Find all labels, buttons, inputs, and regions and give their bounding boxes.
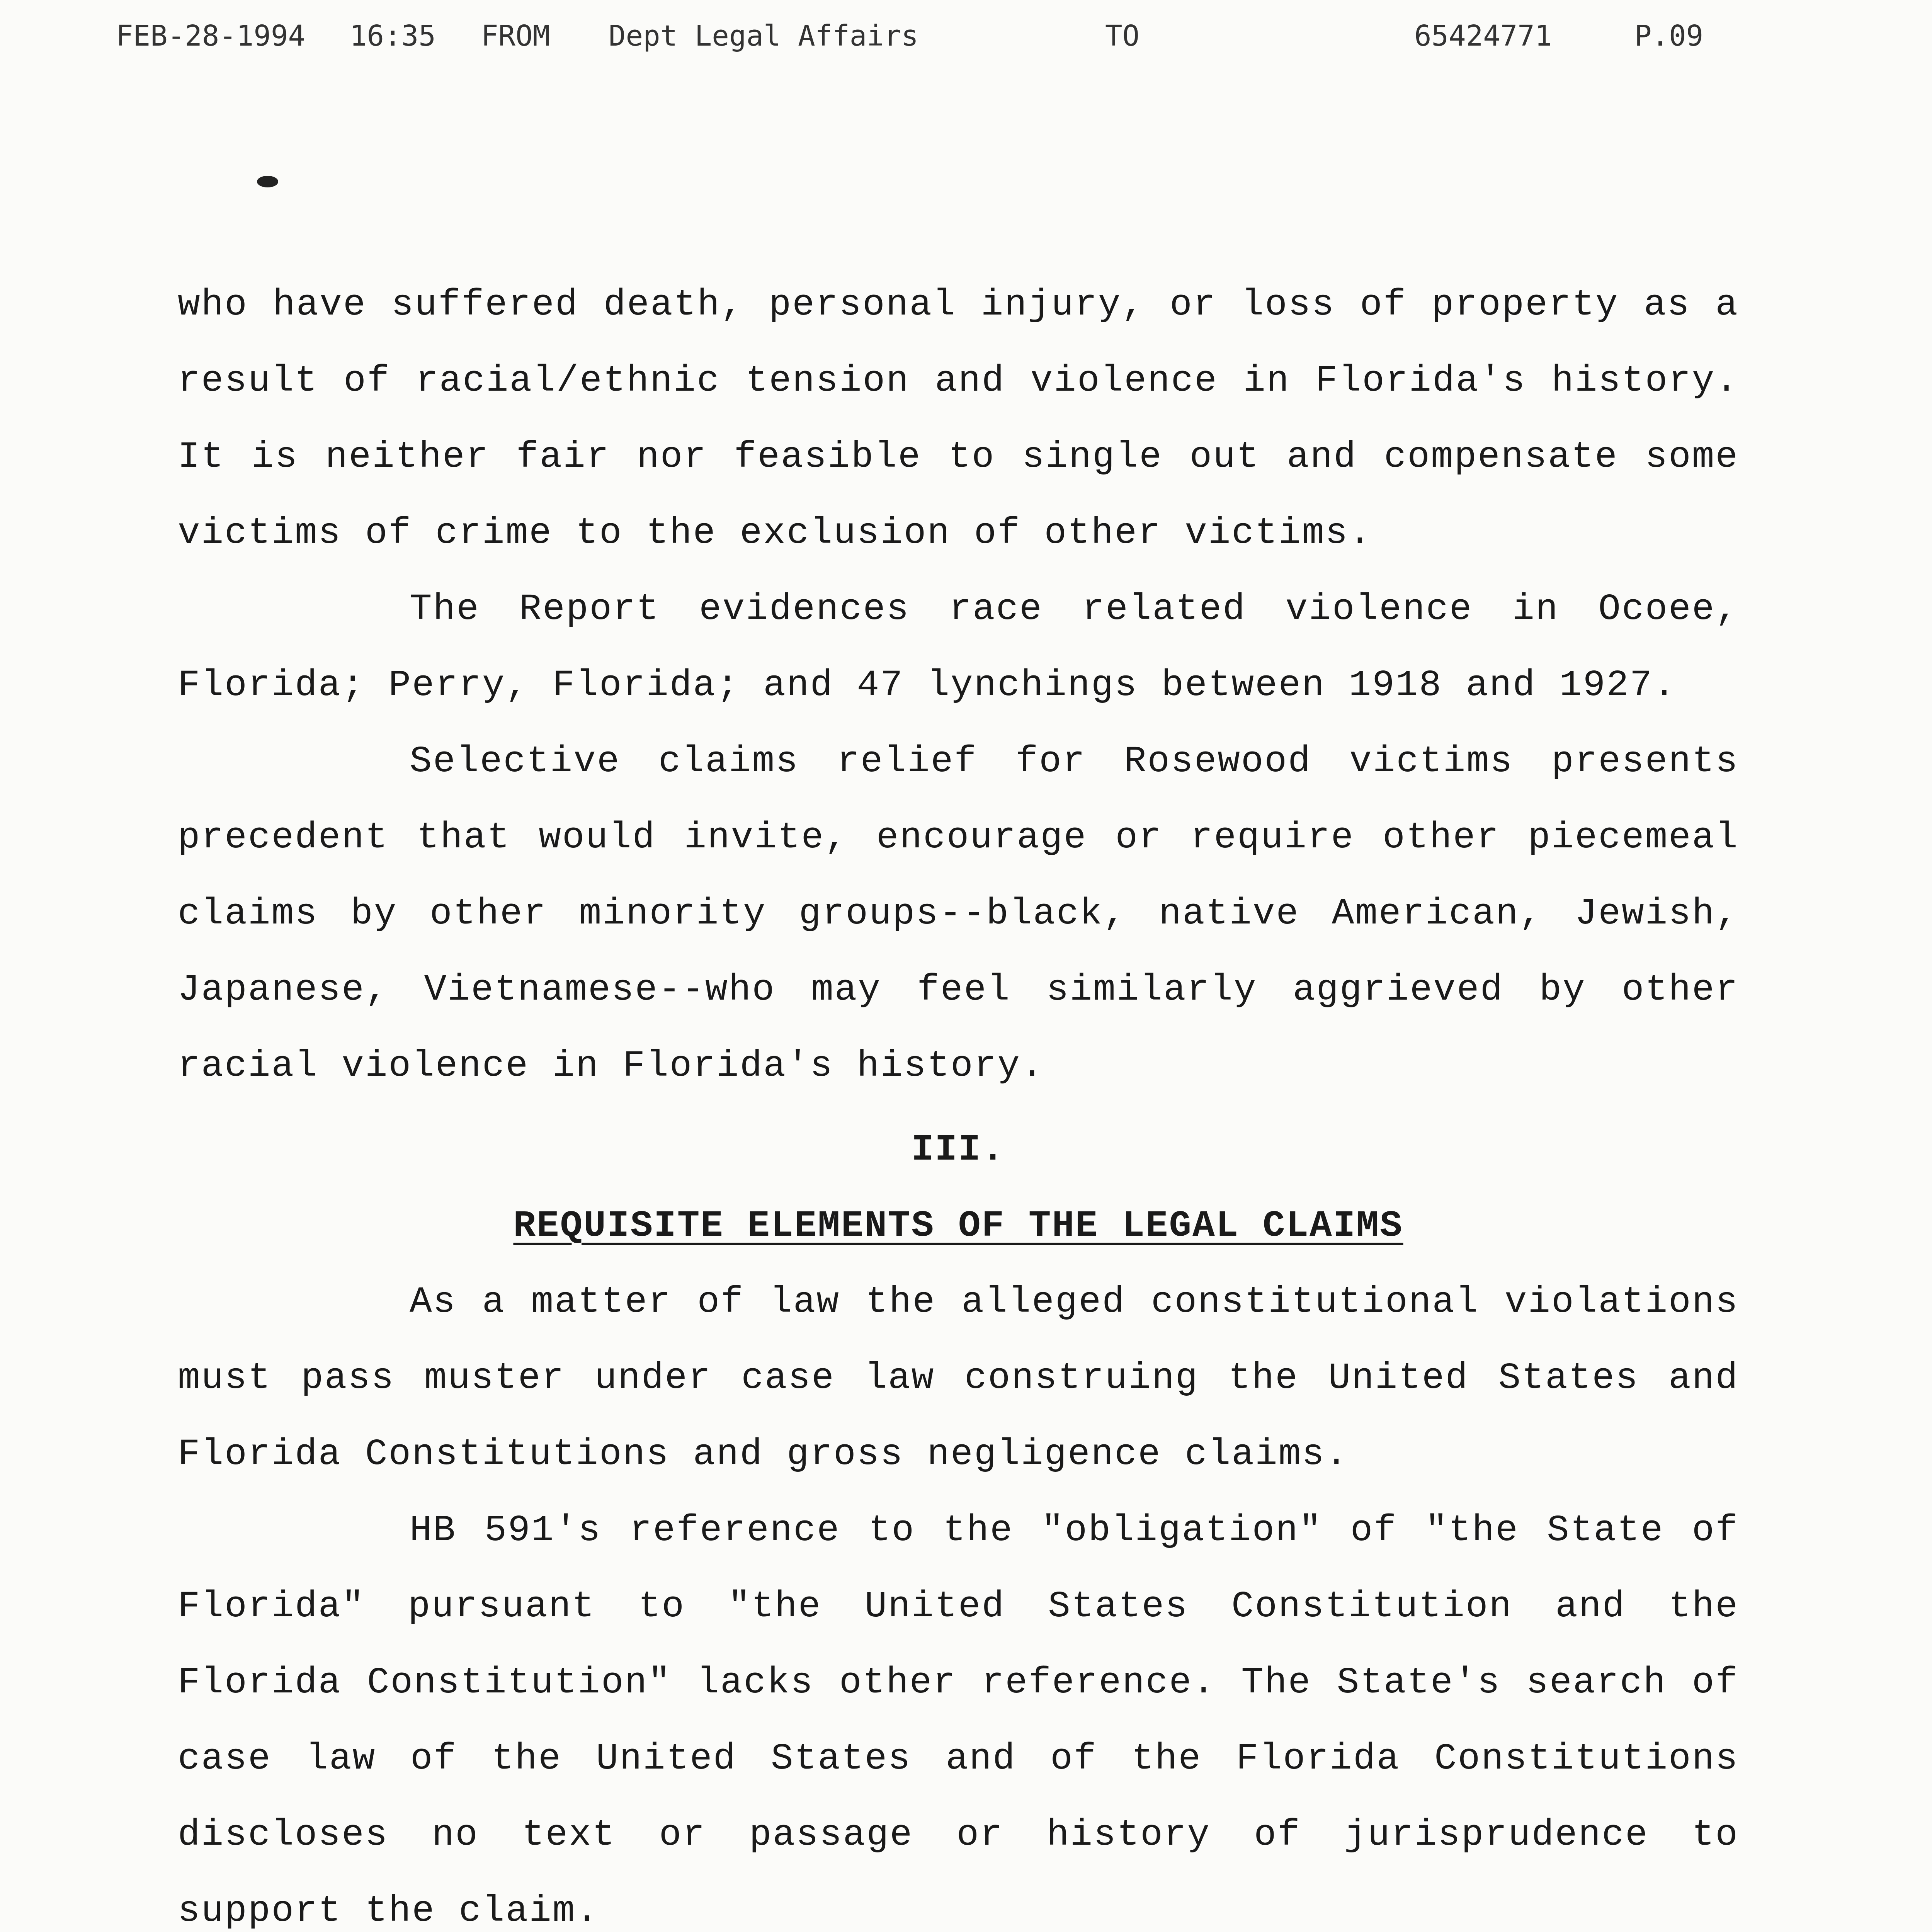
fax-number: 65424771	[1414, 19, 1552, 53]
paragraph-hb591: HB 591's reference to the "obligation" of "the State of Florida" pursuant to "the United States Constitution and the Florida Constitution" lacks other reference. The State's search of case law of the United States and of the Florida Constitutions discloses no text or passage or history of jurisprudence to support the claim.	[178, 1509, 1739, 1932]
fax-time: 16:35	[350, 19, 436, 53]
document-body	[178, 267, 1739, 1932]
fax-to-label: TO	[1105, 19, 1140, 53]
section-title: REQUISITE ELEMENTS OF THE LEGAL CLAIMS	[513, 1205, 1403, 1247]
paragraph-matter-of-law: As a matter of law the alleged constitutional violations must pass muster under case law construing the United States and Florida Constitutions and gross negligence claims.	[178, 1281, 1739, 1475]
section-number: III.	[911, 1129, 1005, 1171]
fax-date: FEB-28-1994	[116, 19, 306, 53]
fax-header	[0, 19, 1932, 58]
fax-page: P.09	[1634, 19, 1704, 53]
fax-from-label: FROM	[481, 19, 550, 53]
paragraph-continuation: who have suffered death, personal injury, or loss of property as a result of racial/ethnic tension and violence in Florida's history. It is neither fair nor feasible to single out and compensate some victims of crime to the exclusion of other victims.	[178, 284, 1739, 554]
section-title-line	[178, 1188, 1739, 1264]
scan-speck	[257, 176, 278, 187]
paragraph-selective-claims: Selective claims relief for Rosewood victims presents precedent that would invite, encourage or require other piecemeal claims by other minority groups--black, native American, Jewish, Japanese, Vietnamese--who may feel similarly aggrieved by other racial violence in Florida's history.	[178, 740, 1739, 1087]
paragraph-report: The Report evidences race related violence in Ocoee, Florida; Perry, Florida; and 47 lynchings between 1918 and 1927.	[178, 588, 1739, 706]
fax-sender: Dept Legal Affairs	[609, 19, 918, 53]
